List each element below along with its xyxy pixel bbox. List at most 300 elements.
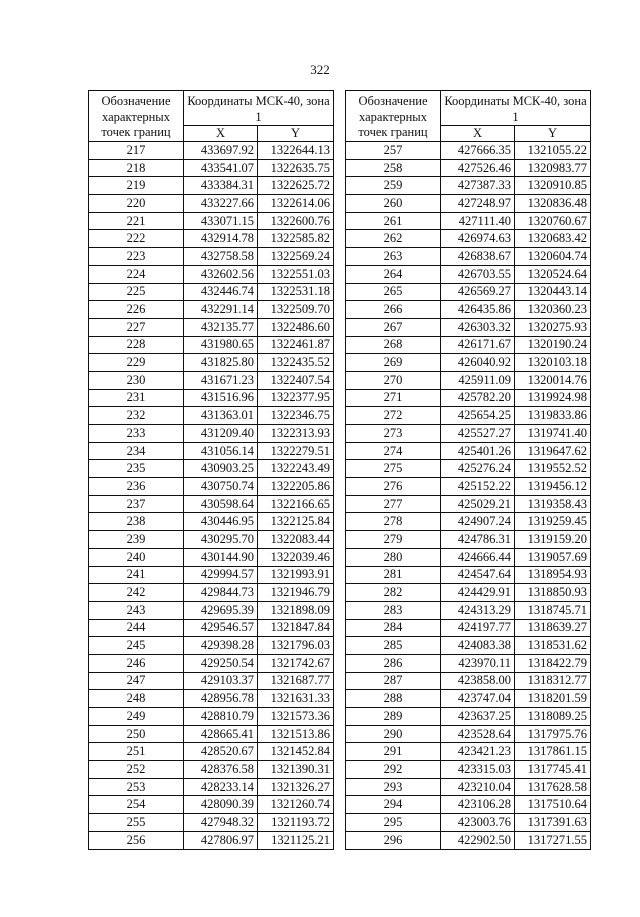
table-row [89, 743, 334, 761]
point-number: 223 [89, 248, 184, 266]
point-number: 243 [89, 601, 184, 619]
x-coordinate: 433697.92 [184, 142, 258, 160]
table-row [346, 690, 591, 708]
table-row [346, 796, 591, 814]
x-coordinate: 433541.07 [184, 159, 258, 177]
y-coordinate: 1322644.13 [258, 142, 334, 160]
point-number: 289 [346, 708, 441, 726]
table-row [346, 177, 591, 195]
point-number: 251 [89, 743, 184, 761]
point-number: 281 [346, 566, 441, 584]
y-coordinate: 1317628.58 [515, 778, 591, 796]
y-coordinate: 1320760.67 [515, 212, 591, 230]
table-row [346, 248, 591, 266]
point-number: 238 [89, 513, 184, 531]
y-coordinate: 1319741.40 [515, 425, 591, 443]
x-coordinate: 426838.67 [441, 248, 515, 266]
x-coordinate: 426040.92 [441, 354, 515, 372]
table-row [89, 371, 334, 389]
page-number: 322 [310, 62, 330, 77]
table-row [89, 566, 334, 584]
point-number: 244 [89, 619, 184, 637]
y-coordinate: 1322279.51 [258, 442, 334, 460]
table-row [346, 212, 591, 230]
table-row [346, 654, 591, 672]
x-coordinate: 430144.90 [184, 548, 258, 566]
point-number: 276 [346, 478, 441, 496]
y-coordinate: 1320604.74 [515, 248, 591, 266]
point-number: 261 [346, 212, 441, 230]
x-coordinate: 424547.64 [441, 566, 515, 584]
table-row [89, 389, 334, 407]
y-coordinate: 1322600.76 [258, 212, 334, 230]
point-number: 228 [89, 336, 184, 354]
point-number: 237 [89, 495, 184, 513]
point-number: 269 [346, 354, 441, 372]
x-coordinate: 422902.50 [441, 831, 515, 849]
point-number: 296 [346, 831, 441, 849]
y-coordinate: 1321573.36 [258, 708, 334, 726]
y-coordinate: 1321390.31 [258, 761, 334, 779]
y-coordinate: 1320443.14 [515, 283, 591, 301]
table-row [89, 142, 334, 160]
y-coordinate: 1321452.84 [258, 743, 334, 761]
point-number: 271 [346, 389, 441, 407]
table-row [346, 778, 591, 796]
table-row [89, 708, 334, 726]
table-row [89, 159, 334, 177]
point-number: 278 [346, 513, 441, 531]
x-coordinate: 425654.25 [441, 407, 515, 425]
y-coordinate: 1322083.44 [258, 531, 334, 549]
x-coordinate: 425911.09 [441, 371, 515, 389]
point-number: 279 [346, 531, 441, 549]
table-row [346, 708, 591, 726]
y-coordinate: 1322569.24 [258, 248, 334, 266]
y-coordinate: 1317861.15 [515, 743, 591, 761]
point-number: 221 [89, 212, 184, 230]
table-row [89, 177, 334, 195]
point-number: 267 [346, 318, 441, 336]
table-row [346, 637, 591, 655]
table-row [346, 761, 591, 779]
table-row [346, 619, 591, 637]
table-row [346, 442, 591, 460]
table-row [89, 584, 334, 602]
y-coordinate: 1318312.77 [515, 672, 591, 690]
point-number: 253 [89, 778, 184, 796]
x-column-header: X [184, 126, 258, 142]
point-number: 250 [89, 725, 184, 743]
x-coordinate: 430446.95 [184, 513, 258, 531]
x-coordinate: 425527.27 [441, 425, 515, 443]
point-number: 283 [346, 601, 441, 619]
x-coordinate: 427806.97 [184, 831, 258, 849]
point-number: 218 [89, 159, 184, 177]
point-number: 232 [89, 407, 184, 425]
y-coordinate: 1318850.93 [515, 584, 591, 602]
point-number: 264 [346, 265, 441, 283]
point-number: 288 [346, 690, 441, 708]
y-coordinate: 1322551.03 [258, 265, 334, 283]
point-number: 272 [346, 407, 441, 425]
point-number: 246 [89, 654, 184, 672]
table-row [346, 672, 591, 690]
table-row [89, 460, 334, 478]
x-coordinate: 433071.15 [184, 212, 258, 230]
table-row [346, 478, 591, 496]
x-coordinate: 429844.73 [184, 584, 258, 602]
table-row [346, 318, 591, 336]
x-coordinate: 431209.40 [184, 425, 258, 443]
y-coordinate: 1319456.12 [515, 478, 591, 496]
x-coordinate: 427111.40 [441, 212, 515, 230]
table-row [346, 283, 591, 301]
y-coordinate: 1317271.55 [515, 831, 591, 849]
x-coordinate: 429398.28 [184, 637, 258, 655]
x-coordinate: 430295.70 [184, 531, 258, 549]
x-coordinate: 423003.76 [441, 814, 515, 832]
x-coordinate: 423421.23 [441, 743, 515, 761]
point-number: 274 [346, 442, 441, 460]
y-coordinate: 1322125.84 [258, 513, 334, 531]
y-coordinate: 1320360.23 [515, 301, 591, 319]
x-coordinate: 423106.28 [441, 796, 515, 814]
table-row [89, 796, 334, 814]
x-coordinate: 424786.31 [441, 531, 515, 549]
x-coordinate: 424429.91 [441, 584, 515, 602]
point-number: 249 [89, 708, 184, 726]
designation-header: Обозначение характерных точек границ [346, 91, 441, 142]
y-coordinate: 1318954.93 [515, 566, 591, 584]
point-number: 252 [89, 761, 184, 779]
coordinates-table-right [345, 90, 591, 850]
y-coordinate: 1319057.69 [515, 548, 591, 566]
y-coordinate: 1321993.91 [258, 566, 334, 584]
table-row [89, 478, 334, 496]
point-number: 247 [89, 672, 184, 690]
y-coordinate: 1322205.86 [258, 478, 334, 496]
x-coordinate: 428376.58 [184, 761, 258, 779]
point-number: 268 [346, 336, 441, 354]
table-row [346, 354, 591, 372]
table-row [89, 725, 334, 743]
x-coordinate: 433227.66 [184, 195, 258, 213]
x-coordinate: 424197.77 [441, 619, 515, 637]
table-row [346, 531, 591, 549]
table-row [89, 230, 334, 248]
table-row [346, 142, 591, 160]
point-number: 259 [346, 177, 441, 195]
point-number: 234 [89, 442, 184, 460]
x-coordinate: 430598.64 [184, 495, 258, 513]
y-coordinate: 1322461.87 [258, 336, 334, 354]
table-row [89, 761, 334, 779]
x-coordinate: 427666.35 [441, 142, 515, 160]
point-number: 230 [89, 371, 184, 389]
x-coordinate: 423637.25 [441, 708, 515, 726]
y-coordinate: 1320910.85 [515, 177, 591, 195]
point-number: 235 [89, 460, 184, 478]
point-number: 275 [346, 460, 441, 478]
y-coordinate: 1321125.21 [258, 831, 334, 849]
table-body-left [89, 142, 334, 850]
table-row [346, 831, 591, 849]
point-number: 262 [346, 230, 441, 248]
table-row [89, 778, 334, 796]
point-number: 255 [89, 814, 184, 832]
y-coordinate: 1321260.74 [258, 796, 334, 814]
x-coordinate: 428956.78 [184, 690, 258, 708]
x-coordinate: 424907.24 [441, 513, 515, 531]
x-coordinate: 427948.32 [184, 814, 258, 832]
table-row [346, 601, 591, 619]
x-coordinate: 431825.80 [184, 354, 258, 372]
x-coordinate: 423210.04 [441, 778, 515, 796]
x-coordinate: 431980.65 [184, 336, 258, 354]
point-number: 239 [89, 531, 184, 549]
y-coordinate: 1322486.60 [258, 318, 334, 336]
table-row [89, 195, 334, 213]
table-row [89, 265, 334, 283]
x-coordinate: 433384.31 [184, 177, 258, 195]
point-number: 254 [89, 796, 184, 814]
x-coordinate: 425782.20 [441, 389, 515, 407]
x-coordinate: 429250.54 [184, 654, 258, 672]
y-coordinate: 1319833.86 [515, 407, 591, 425]
y-coordinate: 1322377.95 [258, 389, 334, 407]
y-coordinate: 1321055.22 [515, 142, 591, 160]
x-coordinate: 424083.38 [441, 637, 515, 655]
table-row [346, 230, 591, 248]
table-row [346, 407, 591, 425]
table-row [346, 460, 591, 478]
x-coordinate: 426569.27 [441, 283, 515, 301]
point-number: 294 [346, 796, 441, 814]
point-number: 240 [89, 548, 184, 566]
y-coordinate: 1322625.72 [258, 177, 334, 195]
table-row [89, 672, 334, 690]
x-coordinate: 426974.63 [441, 230, 515, 248]
table-row [89, 425, 334, 443]
y-coordinate: 1318201.59 [515, 690, 591, 708]
y-coordinate: 1321742.67 [258, 654, 334, 672]
x-coordinate: 424313.29 [441, 601, 515, 619]
table-row [89, 831, 334, 849]
table-row [346, 548, 591, 566]
y-coordinate: 1322531.18 [258, 283, 334, 301]
x-coordinate: 428810.79 [184, 708, 258, 726]
y-coordinate: 1321326.27 [258, 778, 334, 796]
x-coordinate: 429546.57 [184, 619, 258, 637]
table-row [346, 425, 591, 443]
point-number: 293 [346, 778, 441, 796]
x-coordinate: 431671.23 [184, 371, 258, 389]
y-coordinate: 1321898.09 [258, 601, 334, 619]
y-coordinate: 1317975.76 [515, 725, 591, 743]
y-coordinate: 1319159.20 [515, 531, 591, 549]
point-number: 256 [89, 831, 184, 849]
y-coordinate: 1322635.75 [258, 159, 334, 177]
x-coordinate: 431056.14 [184, 442, 258, 460]
y-coordinate: 1317745.41 [515, 761, 591, 779]
x-coordinate: 426703.55 [441, 265, 515, 283]
table-row [346, 725, 591, 743]
point-number: 229 [89, 354, 184, 372]
y-coordinate: 1320983.77 [515, 159, 591, 177]
x-coordinate: 425401.26 [441, 442, 515, 460]
point-number: 284 [346, 619, 441, 637]
point-number: 224 [89, 265, 184, 283]
point-number: 257 [346, 142, 441, 160]
table-row [89, 531, 334, 549]
table-row [89, 814, 334, 832]
x-coordinate: 423858.00 [441, 672, 515, 690]
table-row [346, 301, 591, 319]
coordinate-system-header: Координаты МСК-40, зона 1 [184, 91, 334, 126]
point-number: 292 [346, 761, 441, 779]
y-coordinate: 1322509.70 [258, 301, 334, 319]
x-coordinate: 429103.37 [184, 672, 258, 690]
y-coordinate: 1321193.72 [258, 814, 334, 832]
table-row [346, 743, 591, 761]
y-coordinate: 1319647.62 [515, 442, 591, 460]
coordinates-table-left [88, 90, 334, 850]
point-number: 282 [346, 584, 441, 602]
x-coordinate: 429994.57 [184, 566, 258, 584]
x-coordinate: 428090.39 [184, 796, 258, 814]
table-row [89, 654, 334, 672]
point-number: 266 [346, 301, 441, 319]
table-body-right [346, 142, 591, 850]
table-row [89, 548, 334, 566]
table-row [346, 584, 591, 602]
y-coordinate: 1320014.76 [515, 371, 591, 389]
y-coordinate: 1322166.65 [258, 495, 334, 513]
y-coordinate: 1320190.24 [515, 336, 591, 354]
y-coordinate: 1321847.84 [258, 619, 334, 637]
x-coordinate: 425276.24 [441, 460, 515, 478]
table-row [89, 248, 334, 266]
point-number: 277 [346, 495, 441, 513]
x-coordinate: 428233.14 [184, 778, 258, 796]
y-coordinate: 1318531.62 [515, 637, 591, 655]
designation-header: Обозначение характерных точек границ [89, 91, 184, 142]
y-coordinate: 1322407.54 [258, 371, 334, 389]
y-coordinate: 1322614.06 [258, 195, 334, 213]
x-coordinate: 431516.96 [184, 389, 258, 407]
x-coordinate: 430750.74 [184, 478, 258, 496]
table-row [346, 513, 591, 531]
y-coordinate: 1320524.64 [515, 265, 591, 283]
table-row [346, 371, 591, 389]
y-coordinate: 1322313.93 [258, 425, 334, 443]
y-coordinate: 1322039.46 [258, 548, 334, 566]
point-number: 227 [89, 318, 184, 336]
point-number: 222 [89, 230, 184, 248]
y-coordinate: 1319552.52 [515, 460, 591, 478]
x-coordinate: 423970.11 [441, 654, 515, 672]
x-coordinate: 425152.22 [441, 478, 515, 496]
table-row [89, 601, 334, 619]
point-number: 225 [89, 283, 184, 301]
table-row [346, 336, 591, 354]
point-number: 220 [89, 195, 184, 213]
point-number: 290 [346, 725, 441, 743]
point-number: 258 [346, 159, 441, 177]
point-number: 233 [89, 425, 184, 443]
point-number: 273 [346, 425, 441, 443]
table-row [346, 265, 591, 283]
coordinate-system-header: Координаты МСК-40, зона 1 [441, 91, 591, 126]
point-number: 226 [89, 301, 184, 319]
x-column-header: X [441, 126, 515, 142]
point-number: 242 [89, 584, 184, 602]
x-coordinate: 428665.41 [184, 725, 258, 743]
x-coordinate: 426171.67 [441, 336, 515, 354]
table-row [89, 495, 334, 513]
table-row [89, 442, 334, 460]
table-row [89, 336, 334, 354]
table-row [89, 407, 334, 425]
y-coordinate: 1320683.42 [515, 230, 591, 248]
y-column-header: Y [515, 126, 591, 142]
y-coordinate: 1321946.79 [258, 584, 334, 602]
x-coordinate: 423747.04 [441, 690, 515, 708]
y-coordinate: 1318089.25 [515, 708, 591, 726]
y-coordinate: 1321687.77 [258, 672, 334, 690]
table-row [346, 495, 591, 513]
table-row [346, 814, 591, 832]
table-row [89, 283, 334, 301]
x-coordinate: 426435.86 [441, 301, 515, 319]
table-row [346, 566, 591, 584]
y-column-header: Y [258, 126, 334, 142]
x-coordinate: 423315.03 [441, 761, 515, 779]
table-row [89, 318, 334, 336]
x-coordinate: 431363.01 [184, 407, 258, 425]
x-coordinate: 432758.58 [184, 248, 258, 266]
table-row [346, 159, 591, 177]
point-number: 219 [89, 177, 184, 195]
y-coordinate: 1318422.79 [515, 654, 591, 672]
table-row [89, 301, 334, 319]
x-coordinate: 429695.39 [184, 601, 258, 619]
y-coordinate: 1322346.75 [258, 407, 334, 425]
y-coordinate: 1319358.43 [515, 495, 591, 513]
x-coordinate: 427248.97 [441, 195, 515, 213]
table-row [89, 354, 334, 372]
point-number: 280 [346, 548, 441, 566]
table-row [346, 389, 591, 407]
y-coordinate: 1320275.93 [515, 318, 591, 336]
y-coordinate: 1322585.82 [258, 230, 334, 248]
point-number: 291 [346, 743, 441, 761]
point-number: 285 [346, 637, 441, 655]
y-coordinate: 1321631.33 [258, 690, 334, 708]
point-number: 231 [89, 389, 184, 407]
point-number: 248 [89, 690, 184, 708]
y-coordinate: 1317391.63 [515, 814, 591, 832]
table-row [89, 690, 334, 708]
x-coordinate: 432602.56 [184, 265, 258, 283]
x-coordinate: 428520.67 [184, 743, 258, 761]
x-coordinate: 432446.74 [184, 283, 258, 301]
point-number: 295 [346, 814, 441, 832]
x-coordinate: 432291.14 [184, 301, 258, 319]
x-coordinate: 423528.64 [441, 725, 515, 743]
y-coordinate: 1318745.71 [515, 601, 591, 619]
